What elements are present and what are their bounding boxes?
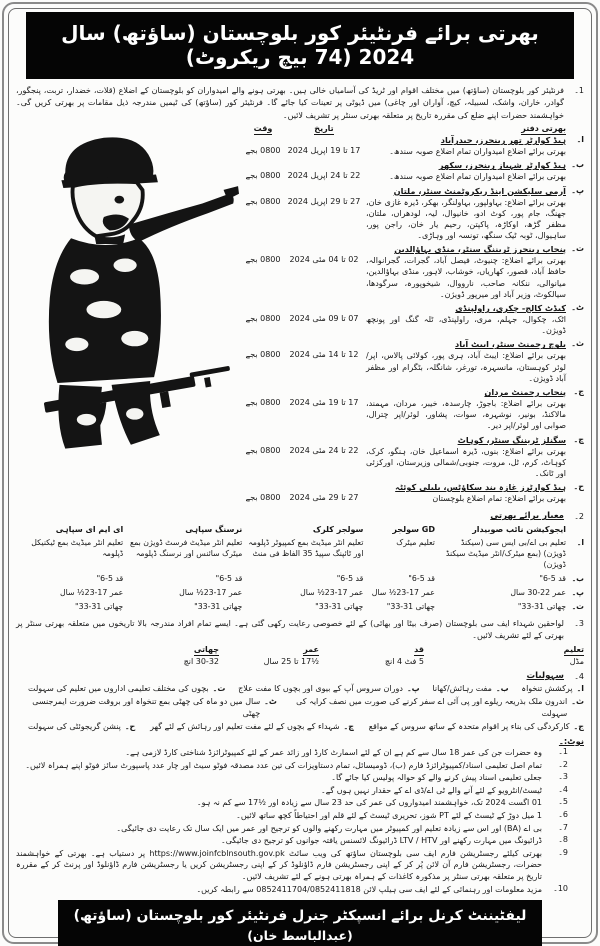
facility-label: پ۔ [406,684,420,694]
note-number: 8۔ [558,835,568,845]
schedule-entry [240,244,584,300]
main-row [16,124,584,507]
note-item [16,884,568,896]
entry-date: 07 تا 09 مئی 2024 [289,314,359,324]
note-item [16,797,568,809]
note-number: 10۔ [553,883,568,893]
criteria-title: معیار برائے بھرتی [490,511,564,522]
criteria-age-cell: عمر 17-23½ سال [60,588,124,598]
criteria-height-row [16,573,584,587]
entry-districts: بھرتی برائے اضلاع امیدواران تمام اضلاع صوبہ سندھ۔ [389,172,566,182]
facility-text: سال میں دو ماہ کی چھٹی بمع تنخواہ اور بروقت ضرورت ایمرجنسی چھٹی [32,697,261,719]
martyrs-section [16,618,584,667]
facilities-section [16,671,584,733]
criteria-row-label: ا۔ [576,538,584,548]
note-item [16,772,568,784]
soldier-illustration [16,124,240,507]
signature-designation: لیفٹیننٹ کرنل برائے انسپکٹر جنرل فرنٹیئر کور بلوچستان (ساؤتھ) [73,908,527,925]
schedule-header-row [240,124,584,133]
entry-date: 22 تا 24 اپریل 2024 [287,171,361,181]
note-item [16,760,568,772]
note-item [16,785,568,797]
entry-detail-row [240,493,566,504]
facility-item [228,683,420,695]
criteria-age-row [16,587,584,601]
criteria-chest-cell: چھاتی 31-33" [75,602,124,612]
entry-label: ح۔ [573,482,584,492]
criteria-chest-cell: چھاتی 31-33" [517,602,567,612]
entry-detail-row [240,446,566,480]
soldier-drawing-icon [17,128,239,470]
martyrs-value-cell: ½17 تا 25 سال [263,656,319,666]
note-text: بھرتی کیلئے رجسٹریشن فارم ایف سی بلوچستان ساؤتھ کی ویب سائٹ https://www.joinfcblnsouth.gov.pk پر دستیاب ہے۔ بھرتی کے خواہشمند حضرات، رجسٹریشن فارم آن لائن پُر کر کے اپنی رجسٹریشن فارم ڈاؤنلوڈ کر کے اپنی رجسٹریشن کریں یا رجسٹریشن فارم ڈاؤنلوڈ اور پرنٹ کر کے مقررہ تاریخ پر متعلقہ بھرتی سنٹر پر مذکورہ کاغذات کے ہمراہ بھرتی ہونے کے لئے تشریف لائیں۔ [16,848,542,882]
criteria-height-cell: قد 5-6" [539,574,567,584]
entry-body [240,435,566,480]
facility-text: شہداء کے بچوں کے لئے مفت تعلیم اور رہائش کے لئے گھر [150,722,340,732]
martyrs-headers-row [134,644,584,656]
intro-paragraph: فرنٹیئر کور بلوچستان (ساؤتھ) میں مختلف اقوام اور ٹریڈ کی آسامیاں خالی ہیں۔ بھرتی ہونے والے امیدواران کو بلوچستان کے اضلاع (قلات، خضدار، تربت، پنجگور، گوادر، خاران، واشک، لسبیلہ، کیچ، آواران اور چاغی) میں ڈیوٹی پر تعینات کیا جائے گا۔ فرنٹیئر کور (ساؤتھ) کی ٹیمیں مندرجہ ذیل مقامات پر بھرتی کریں گی۔ خواہشمند حضرات اپنے ضلع کی مقررہ تاریخ پر متعلقہ بھرتی سنٹر پر تشریف لائیں۔ [16,86,564,120]
facility-item [140,721,354,733]
column-header-office: بھرتی دفتر [521,124,566,134]
facility-label: ث۔ [571,697,584,707]
note-number: 6۔ [558,810,568,820]
note-text: ٹیسٹ/انٹرویو کے لئے آنے والے ٹی اے/ڈی اے کے حقدار نہیں ہوں گے۔ [320,785,542,795]
entry-date: 02 تا 04 مئی 2024 [289,255,359,265]
note-text: 01 اگست 2024 تک، خواہشمند امیدواروں کی عمر کی حد 23 سال سے زیادہ اور ½17 سے کم نہ ہو۔ [196,798,542,808]
title-banner: بھرتی برائے فرنٹیئر کور بلوچستان (ساؤتھ) سال 2024 (74 بیچ ریکروٹ) [26,12,574,79]
martyrs-paragraph: لواحقین شہداء ایف سی بلوچستان (صرف بیٹا اور بھائی) کے لئے خصوصی رعایت رکھی گئی ہے۔ ایسے تمام افراد مندرجہ بالا تاریخوں میں متعلقہ بھرتی سنٹر پر بھرتی کے لئے تشریف لائیں۔ [16,618,564,640]
entry-time: 0800 بجے [245,397,281,407]
facility-text: دوران سروس آپ کے بیوی اور بچوں کا مفت علاج [238,684,403,694]
entry-districts: بھرتی برائے اضلاع امیدواران تمام اضلاع صوبہ سندھ۔ [389,147,566,157]
facility-label: ب۔ [495,684,509,694]
entry-office-name: کیڈٹ کالج- چکری، راولپنڈی [455,303,566,314]
entry-time: 0800 بجے [245,445,281,455]
criteria-trade-titles-row [16,523,584,537]
note-item [16,835,568,847]
entry-date: 17 تا 19 مئی 2024 [289,397,359,407]
signature-banner [58,900,542,946]
facility-item [18,721,135,733]
criteria-chest-row [16,601,584,615]
facility-item [18,683,225,695]
entry-time: 0800 بجے [245,171,281,181]
martyrs-number: 3۔ [574,618,584,628]
intro-section [16,85,584,122]
martyrs-header-cell: تعلیم [563,644,584,654]
criteria-chest-cell: چھاتی 31-33" [194,602,243,612]
entry-body [240,303,566,336]
note-text: جعلی تعلیمی اسناد پیش کرنے والے کو حوالہ پولیس کیا جائے گا۔ [331,773,542,783]
criteria-age-cell: عمر 17-23½ سال [300,588,364,598]
criteria-height-cell: قد 5-6" [215,574,243,584]
criteria-education-row [16,537,584,573]
note-number: 5۔ [558,797,568,807]
intro-number: 1۔ [574,86,584,95]
schedule-entries [240,135,584,504]
criteria-education-cell: تعلیم میٹرک [396,538,435,548]
schedule-entry [240,435,584,480]
entry-body [240,160,566,182]
facility-item [359,721,584,733]
criteria-trade-title: ایجوکیشن نائب صوبیدار [472,525,567,535]
facility-label: ح۔ [124,722,136,732]
schedule-entry [240,135,584,157]
facility-item [511,683,584,695]
schedule-entry [240,303,584,336]
entry-body [240,339,566,384]
facility-label: ٹ۔ [264,697,277,707]
entry-time: 0800 بجے [245,350,281,360]
facility-item [422,683,508,695]
entry-date: 27 تا 29 اپریل 2024 [287,196,361,206]
schedule-entry [240,339,584,384]
facility-text: کارکردگی کی بناء پر اقوام متحدہ کے ساتھ سروس کے مواقع [368,722,570,732]
entry-body [240,244,566,300]
facilities-row [18,721,584,733]
entry-districts: بھرتی برائے اضلاع: بہاولپور، بہاولنگر، بھکر، ڈیرہ غازی خان، جھنگ، جام پور، کوٹ ادو، خانیوال، لیہ، لودھراں، ملتان، مظفر گڑھ، اوکاڑہ، پاکپتن، رحیم یار خان، راجن پور، ساہیوال، ٹوبہ ٹیک سنگھ، تونسہ اور وہاڑی۔ [366,197,566,241]
note-number: 3۔ [558,772,568,782]
facilities-row [18,683,584,695]
entry-body [240,135,566,157]
entry-office-name: پنجاب رینجرز ٹریننگ سنٹر، منڈی بہاؤالدین [394,244,566,255]
notes-list [16,747,584,895]
entry-label: ت۔ [571,244,584,254]
martyrs-values-row [134,656,584,668]
facility-label: ت۔ [212,684,226,694]
criteria-age-cell: عمر 22-30 سال [510,588,567,598]
note-item [16,848,568,883]
entry-date: 27 تا 29 مئی 2024 [289,493,359,503]
criteria-row-label: ت۔ [571,602,584,612]
criteria-age-cell: عمر 17-23½ سال [371,588,435,598]
entry-label: ب۔ [571,160,584,170]
entry-label: ج۔ [573,386,584,396]
facilities-row [18,696,584,720]
schedule-entry [240,482,584,504]
criteria-education-cell: تعلیم انٹر میڈیٹ فرسٹ ڈویژن بمع میٹرک سائنس اور نرسنگ ڈپلومہ [129,538,243,559]
facility-text: اندرون ملک بذریعہ ریلوے اور پی آئی اے سفر کرنے کی صورت میں نصف کرایہ کی سہولت [296,697,568,719]
entry-time: 0800 بجے [245,255,281,265]
martyrs-header-cell: عمر [303,644,319,654]
schedule-entry [240,160,584,182]
entry-label: پ۔ [571,185,584,195]
note-text: وہ حضرات جن کی عمر 18 سال سے کم ہے ان کے لئے اسمارٹ کارڈ اور زائد عمر کے لئے کمپیوٹرائزڈ شناختی کارڈ لازمی ہے۔ [125,748,542,758]
criteria-age-cell: عمر 17-23½ سال [179,588,243,598]
criteria-heading-row [16,511,584,521]
note-item [16,747,568,759]
entry-date: 17 تا 19 اپریل 2024 [287,146,361,156]
facility-text: مفت رہائش/کھانا [432,684,492,694]
entry-districts: بھرتی برائے اضلاع: تمام اضلاع بلوچستان [432,494,566,504]
recruitment-schedule [240,124,584,507]
entry-office-name: ہیڈ کوارٹر تھر رینجرز، حیدرآباد [440,135,566,146]
criteria-education-cell: تعلیم انٹر میڈیٹ بمع کمپیوٹر ڈپلومہ اور ٹائپنگ سپیڈ 35 الفاظ فی منٹ [248,538,364,559]
note-text: ڈرائیونگ میں مہارت رکھنے اور LTV / HTV ڈرائیونگ لائسنس یافتہ جوانوں کو ترجیح دی جائیگی۔ [221,836,542,846]
criteria-education-cell: تعلیم بی اے/بی ایس سی (سیکنڈ ڈویژن) (بمع میٹرک/انٹر میڈیٹ سیکنڈ ڈویژن) [445,538,567,570]
entry-office-name: آرمی سلیکشن اینڈ ریکروٹمنٹ سنٹر، ملتان [393,185,566,196]
criteria-chest-cell: چھاتی 31-33" [315,602,364,612]
entry-date: 22 تا 24 مئی 2024 [289,445,359,455]
entry-date: 12 تا 14 مئی 2024 [289,350,359,360]
note-item [16,823,568,835]
martyrs-value-cell: 5 فٹ 4 انچ [384,656,424,666]
entry-detail-row [240,146,566,157]
content-area [16,12,584,944]
criteria-table [16,523,584,615]
note-number: 9۔ [558,847,568,857]
signature-name: (عبدالباسط خان) [247,928,353,944]
criteria-row-label: ب۔ [571,574,584,584]
facilities-heading-row [16,671,584,681]
entry-label: ٹ۔ [571,303,584,313]
schedule-entry [240,387,584,432]
entry-detail-row [240,171,566,182]
entry-time: 0800 بجے [245,314,281,324]
entry-office-name: پنجاب رجمنٹ مردان [484,386,566,397]
note-number: 2۔ [558,759,568,769]
criteria-trade-title: نرسنگ سپاہی [185,525,243,535]
facility-text: پرکشش تنخواہ [521,684,573,694]
notes-section [16,736,584,895]
criteria-trade-title: ای ایم ای سپاہی [55,525,124,535]
criteria-trade-title: GD سولجر [392,525,435,535]
note-number: 7۔ [558,822,568,832]
criteria-trade-title: سولجر کلرک [312,525,364,535]
criteria-education-cell: تعلیم انٹر میڈیٹ بمع ٹیکنیکل ڈپلومہ [31,538,124,559]
entry-office-name: ہیڈ کوارٹرز غازہ بند سکاؤٹس، بلیلی کوئٹہ [395,482,566,493]
martyrs-value-cell: 30-32 انچ [183,656,219,666]
entry-body [240,186,566,242]
entry-detail-row [240,314,566,336]
note-text: 1 میل دوڑ کے ٹیسٹ کے لئے PT شوز، تحریری ٹیسٹ کے لئے قلم اور احتیاطاً کچھ ساتھ لائیں۔ [236,811,542,821]
facility-item [18,696,277,720]
facility-label: چ۔ [343,722,354,732]
entry-label: ا۔ [576,135,584,145]
schedule-entry [240,186,584,242]
entry-districts: اٹک، چکوال، جہلم، مری، راولپنڈی، ٹلہ گنگ اور پونچھ ڈویژن۔ [366,315,566,336]
entry-districts: بھرتی برائے اضلاع: چنیوٹ، فیصل آباد، گجرات، گجرانوالہ، حافظ آباد، قصور، کھاریاں، خوشاب، لاہور، منڈی بہاؤالدین، میانوالی، ننکانہ صاحب، نارووال، شیخوپورہ، سرگودھا، سیالکوٹ، وزیر آباد اور میرپور ڈویژن۔ [366,256,566,299]
martyrs-header-cell: قد [414,644,424,654]
facilities-rows [16,683,584,733]
entry-districts: بھرتی برائے اضلاع: باجوڑ، چارسدہ، خیبر، مردان، مہمند، مالاکنڈ، بونیر، نوشہرہ، سوات، پشاور، لوئر/اپر چترال، صوابی اور لوئر/اپر دیر۔ [366,398,566,431]
facility-label: ج۔ [573,722,584,732]
entry-office-name: ہیڈ کوارٹر شہباز رینجرز، سکھر [438,160,566,171]
facility-text: بچوں کی مختلف تعلیمی اداروں میں تعلیم کی سہولت [28,684,209,694]
facility-item [277,696,584,720]
criteria-section [16,511,584,615]
entry-detail-row [240,398,566,432]
note-item [16,810,568,822]
note-text: مزید معلومات اور رہنمائی کے لئے ایف سی ہیلپ لائن 0852411704/0852411818 سے رابطہ کریں۔ [196,884,542,894]
entry-office-name: سگنلز ٹریننگ سنٹر، کوہاٹ [457,434,566,445]
criteria-height-cell: قد 5-6" [408,574,435,584]
martyrs-value-cell: مڈل [569,656,584,666]
note-text: بی اے (BA) اور اس سے زیادہ تعلیم اور کمپیوٹر میں مہارت رکھنے والوں کو ترجیح اور عمر میں ایک سال تک رعایت دی جائیگی۔ [116,823,542,833]
entry-office-name: بلوچ رجمنٹ سنٹر، ایبٹ آباد [455,339,566,350]
criteria-chest-cell: چھاتی 31-33" [386,602,435,612]
entry-detail-row [240,255,566,300]
criteria-row-label [568,523,584,537]
entry-time: 0800 بجے [245,493,281,503]
entry-detail-row [240,350,566,384]
entry-time: 0800 بجے [245,146,281,156]
note-text: تمام اصل تعلیمی اسناد/کمپیوٹرائزڈ فارم (ب)، ڈومیسائل، تمام دستاویزات کی تین عدد مصدقہ فوٹو سیٹ اور چار عدد پاسپورٹ سائز فوٹو اپنے ہمراہ لائیں۔ [25,760,542,770]
criteria-number: 2۔ [574,512,584,522]
facility-label: ا۔ [576,684,584,694]
entry-body [240,387,566,432]
martyrs-text-row [16,618,584,642]
entry-districts: بھرتی برائے اضلاع: ایبٹ آباد، ہری پور، کولائی پالاس، اپر/لوئر کوہستان، مانسہرہ، تورغر، شانگلہ، بٹگرام اور مظفر آباد ڈویژن۔ [366,351,566,383]
facilities-number: 4۔ [574,672,584,682]
notes-title: نوٹ:۔ [558,736,584,747]
criteria-height-cell: قد 5-6" [336,574,364,584]
note-number: 1۔ [558,747,568,757]
column-header-time: وقت [253,124,273,134]
entry-detail-row [240,197,566,242]
martyrs-header-cell: چھاتی [193,644,219,654]
facility-text: پنشن گریجوئٹی کی سہولت [28,722,121,732]
criteria-height-cell: قد 5-6" [96,574,124,584]
facilities-title: سہولیات [526,671,564,682]
entry-time: 0800 بجے [245,196,281,206]
entry-label: ث۔ [571,339,584,349]
note-number: 4۔ [558,784,568,794]
entry-body [240,482,566,504]
entry-label: چ۔ [573,434,584,444]
column-header-date: تاریخ [314,124,334,134]
entry-districts: بھرتی برائے اضلاع: بنوں، ڈیرہ اسماعیل خان، ہنگو، کرک، کوہاٹ، کرم، ٹل، مروت، جنوبی/شمالی وزیرستان، اورکزئی اور ٹانک۔ [366,446,566,478]
criteria-row-label: پ۔ [571,588,584,598]
